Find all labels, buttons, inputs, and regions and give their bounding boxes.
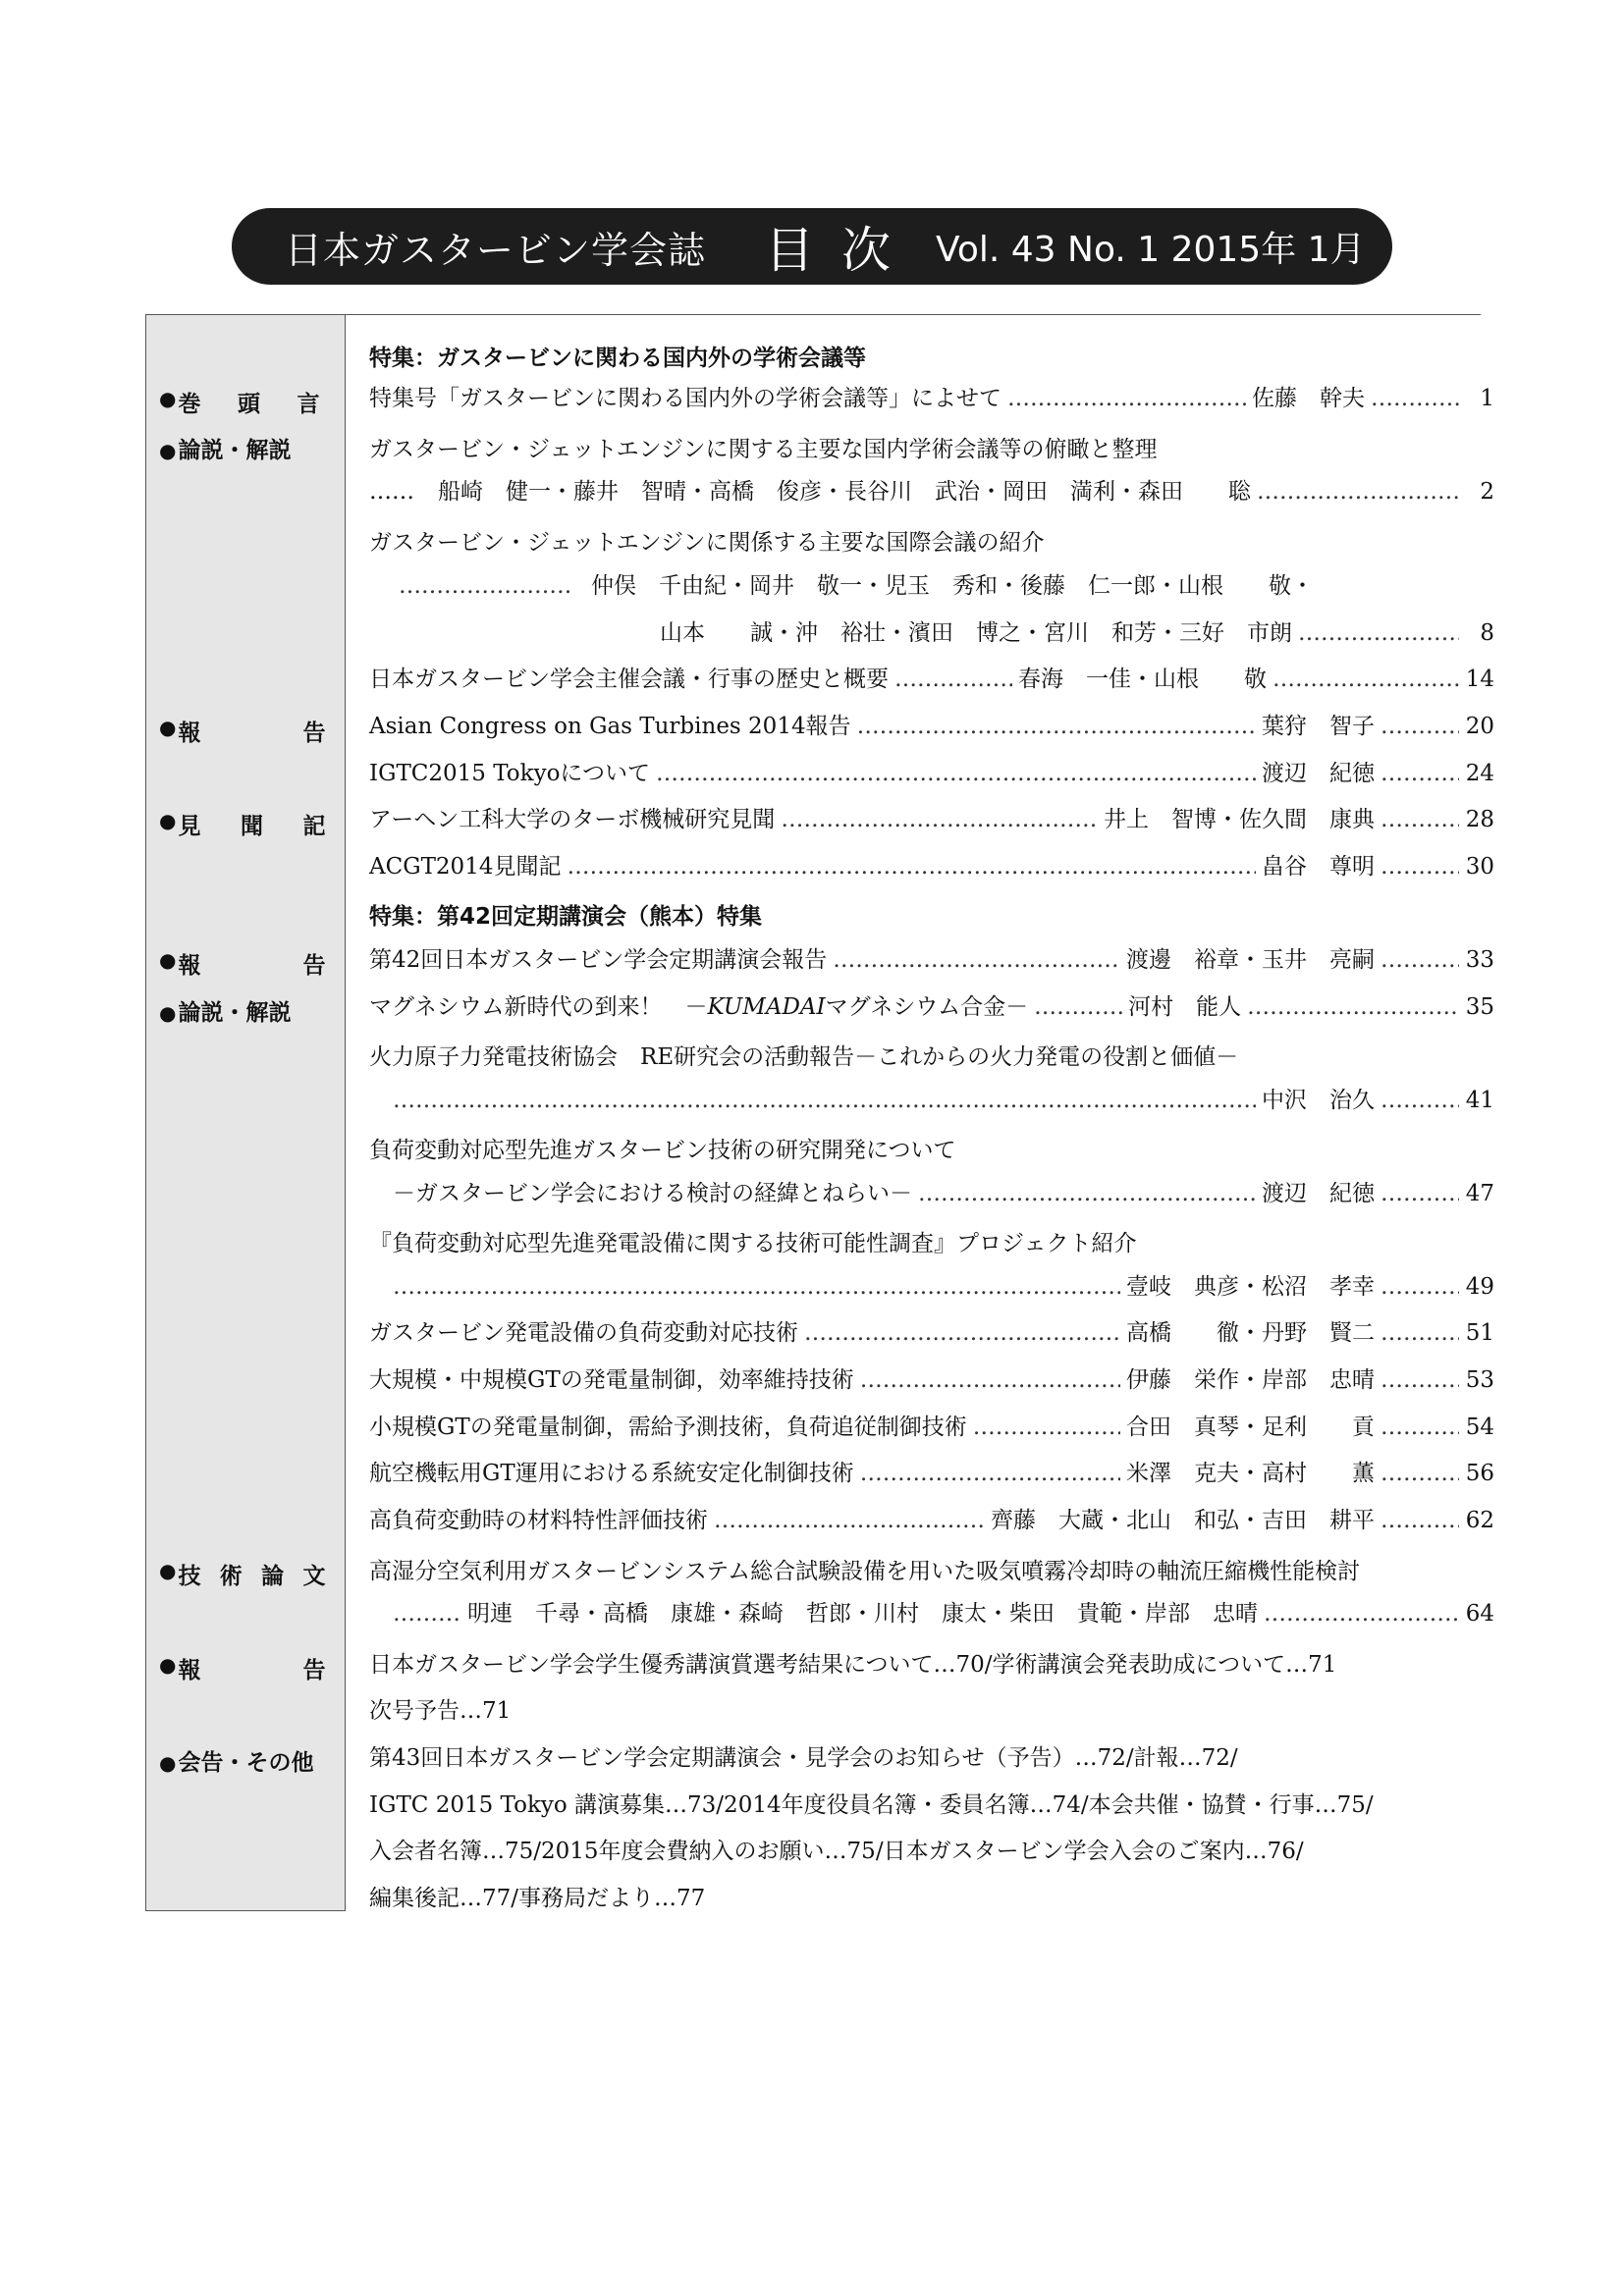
toc-entry[interactable] [369,1413,1494,1442]
toc-entry[interactable] [369,945,1494,975]
entry-title: 日本ガスタービン学会主催会議・行事の歴史と概要 [369,667,889,692]
toc-heading: 目次 [765,222,919,279]
toc-entry-authors-1 [369,571,1494,601]
entry-authors: 春海 一佳・山根 敬 [1018,667,1267,692]
entry-page: 20 [1465,714,1494,739]
entry-title: 高負荷変動時の材料特性評価技術 [369,1508,708,1533]
entry-page: 49 [1465,1274,1494,1300]
entry-authors: 合田 真琴・足利 貢 [1126,1415,1375,1440]
entry-page: 41 [1465,1088,1494,1113]
toc-entry[interactable] [369,759,1494,788]
toc-entry[interactable] [369,665,1494,694]
category-hokoku-2: ●報告 [159,948,326,979]
entry-page: 1 [1480,386,1494,411]
special-feature-heading-2: 特集：第42回定期講演会（熊本）特集 [369,904,763,930]
toc-entry[interactable] [369,1506,1494,1535]
entry-authors: 船崎 健一・藤井 智晴・高橋 俊彦・長谷川 武治・岡田 満利・森田 聡 [438,479,1251,505]
entry-authors: 畠谷 尊明 [1262,854,1375,880]
entry-page: 56 [1465,1461,1494,1486]
entry-page: 28 [1465,807,1494,832]
entry-authors: 高橋 徹・丹野 賢二 [1126,1320,1375,1346]
entry-title[interactable]: 高湿分空気利用ガスタービンシステム総合試験設備を用いた吸気噴霧冷却時の軸流圧縮機性能検討 [369,1559,1361,1584]
entry-page: 54 [1465,1415,1494,1440]
entry-page: 30 [1465,854,1494,880]
entry-authors: 葉狩 智子 [1262,714,1375,739]
category-kaikoku: ●会告・その他 [159,1750,314,1776]
toc-entry[interactable] [369,1599,1494,1629]
entry-title: 小規模GTの発電量制御，需給予測技術，負荷追従制御技術 [369,1415,967,1440]
toc-entry[interactable] [369,1365,1494,1395]
entry-title[interactable]: ガスタービン・ジェットエンジンに関係する主要な国際会議の紹介 [369,530,1045,556]
entry-subtitle: －ガスタービン学会における検討の経緯とねらい－ [393,1181,912,1206]
entry-title: IGTC2015 Tokyoについて [369,761,650,786]
entry-page: 8 [1480,620,1494,646]
category-kenbunki: ●見聞記 [159,809,326,839]
other-line[interactable]: 入会者名簿…75/2015年度会費納入のお願い…75/日本ガスタービン学会入会のご案内…76/ [369,1839,1304,1864]
entry-page: 33 [1465,947,1494,973]
category-hokoku-1: ●報告 [159,716,326,746]
entry-authors: 河村 能人 [1128,994,1242,1020]
journal-title: 日本ガスタービン学会誌 [285,228,707,272]
entry-page: 24 [1465,761,1494,786]
entry-page: 53 [1465,1367,1494,1393]
entry-authors: 山本 誠・沖 裕壮・濱田 博之・宮川 和芳・三好 市朗 [660,620,1292,646]
issue-info: Vol. 43 No. 1 2015年 1月 [936,229,1366,270]
entry-title: ACGT2014見聞記 [369,854,562,880]
category-kantogen: ●巻頭言 [159,387,320,417]
entry-authors: 伊藤 栄作・岸部 忠晴 [1126,1367,1375,1393]
entry-page: 62 [1465,1508,1494,1533]
other-line[interactable]: 編集後記…77/事務局だより…77 [369,1886,706,1911]
category-hokoku-3: ●報告 [159,1653,326,1683]
entry-authors: 渡辺 紀徳 [1262,761,1375,786]
entry-leader: …… [369,479,414,505]
title-bar [232,208,1392,285]
entry-authors: 渡辺 紀徳 [1262,1181,1375,1206]
toc-entry[interactable] [369,1272,1494,1302]
other-line[interactable]: 第43回日本ガスタービン学会定期講演会・見学会のお知らせ（予告）…72/計報…72/ [369,1745,1238,1771]
divider [346,314,1481,315]
entry-title: ガスタービン発電設備の負荷変動対応技術 [369,1320,798,1346]
entry-authors: 佐藤 幹夫 [1252,386,1365,411]
entry-title[interactable]: 負荷変動対応型先進ガスタービン技術の研究開発について [369,1138,956,1163]
entry-authors: 齊藤 大蔵・北山 和弘・吉田 耕平 [991,1508,1375,1533]
entry-title: 航空機転用GT運用における系統安定化制御技術 [369,1461,854,1486]
category-gijutsu: ●技術論文 [159,1559,326,1589]
entry-page: 14 [1465,667,1494,692]
entry-page: 51 [1465,1320,1494,1346]
toc-entry[interactable] [369,1179,1494,1208]
entry-page: 2 [1480,479,1494,505]
toc-entry[interactable] [369,852,1494,881]
toc-entry[interactable] [369,1086,1494,1115]
toc-entry[interactable] [369,477,1494,507]
entry-authors: 井上 智博・佐久間 康典 [1104,807,1375,832]
category-ronsetsu-1: ●論説・解説 [159,438,292,463]
category-ronsetsu-2: ●論説・解説 [159,1000,292,1026]
entry-authors: 壹岐 典彦・松沼 孝幸 [1126,1274,1375,1300]
entry-title: 第42回日本ガスタービン学会定期講演会報告 [369,947,828,973]
toc-entry[interactable] [369,1459,1494,1488]
toc-entry[interactable] [369,618,1494,648]
toc-entry[interactable] [369,992,1494,1022]
special-feature-heading-1: 特集：ガスタービンに関わる国内外の学術会議等 [369,346,866,371]
entry-title: 特集号「ガスタービンに関わる国内外の学術会議等」によせて [369,386,1001,411]
entry-authors: 明連 千尋・高橋 康雄・森崎 哲郎・川村 康太・柴田 貴範・岸部 忠晴 [467,1601,1258,1627]
entry-title: Asian Congress on Gas Turbines 2014報告 [369,714,851,739]
entry-title: マグネシウム新時代の到来！ －KUMADAIマグネシウム合金－ [369,994,1029,1020]
toc-entry[interactable] [369,1318,1494,1348]
report-line[interactable]: 日本ガスタービン学会学生優秀講演賞選考結果について…70/学術講演会発表助成について…71 [369,1652,1337,1678]
entry-authors: 米澤 克夫・高村 薫 [1126,1461,1375,1486]
entry-page: 47 [1465,1181,1494,1206]
entry-authors: 中沢 治久 [1262,1088,1375,1113]
toc-entry[interactable] [369,805,1494,834]
entry-authors: 渡邊 裕章・玉井 亮嗣 [1126,947,1375,973]
entry-title[interactable]: 火力原子力発電技術協会 RE研究会の活動報告－これからの火力発電の役割と価値－ [369,1044,1239,1070]
entry-title: アーヘン工科大学のターボ機械研究見聞 [369,807,776,832]
toc-entry[interactable] [369,712,1494,741]
entry-page: 64 [1465,1601,1494,1627]
toc-entry[interactable] [369,384,1494,413]
report-line[interactable]: 次号予告…71 [369,1698,512,1724]
entry-page: 35 [1465,994,1494,1020]
entry-authors: 仲俣 千由紀・岡井 敬一・児玉 秀和・後藤 仁一郎・山根 敬・ [591,573,1314,599]
other-line[interactable]: IGTC 2015 Tokyo 講演募集…73/2014年度役員名簿・委員名簿…74/本会共催・協賛・行事…75/ [369,1792,1374,1818]
entry-title[interactable]: ガスタービン・ジェットエンジンに関する主要な国内学術会議等の俯瞰と整理 [369,437,1158,462]
entry-title: 大規模・中規模GTの発電量制御，効率維持技術 [369,1367,854,1393]
entry-title[interactable]: 『負荷変動対応型先進発電設備に関する技術可能性調査』プロジェクト紹介 [369,1231,1137,1256]
